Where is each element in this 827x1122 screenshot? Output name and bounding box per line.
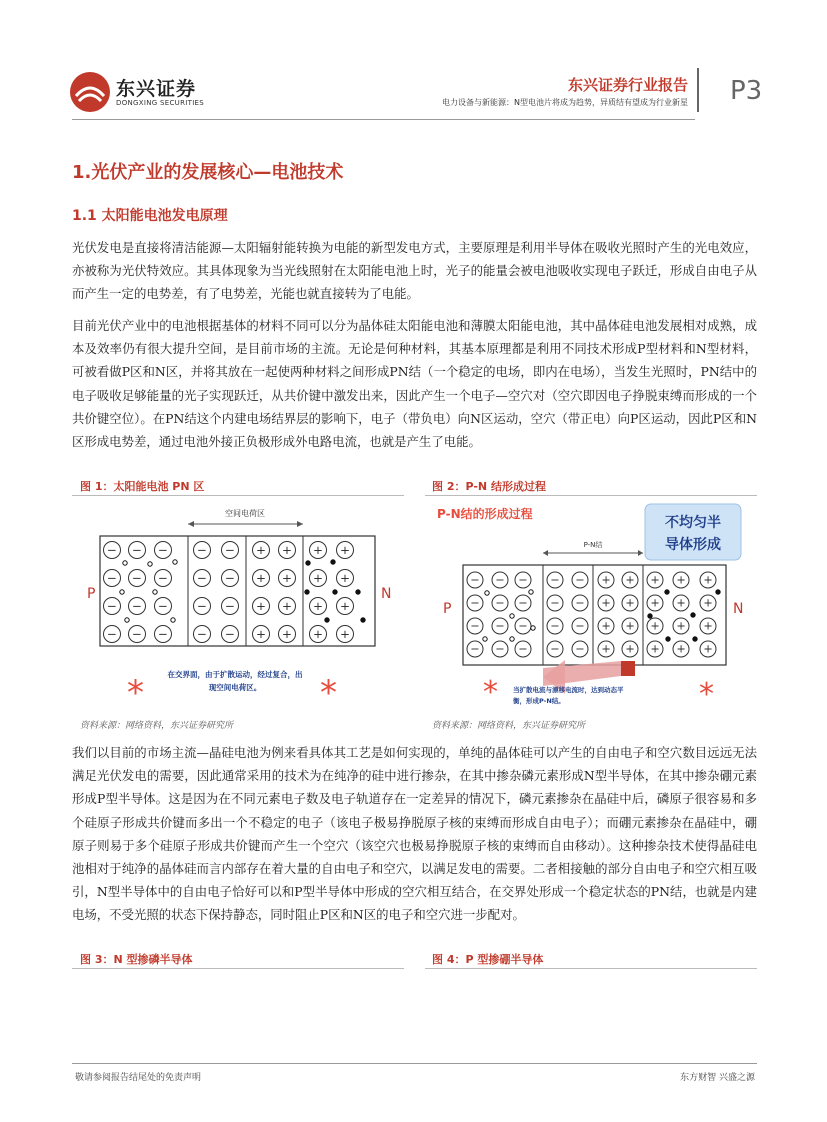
ion-sign: + (601, 573, 611, 587)
hole-icon (148, 562, 152, 566)
ion-sign: + (256, 542, 266, 557)
ion-sign: + (313, 626, 323, 641)
hole-icon (123, 561, 127, 565)
ion-sign: + (601, 642, 611, 656)
ion-sign: − (197, 626, 207, 641)
ion-sign: + (650, 642, 660, 656)
ion-sign: + (313, 542, 323, 557)
ion-sign: + (650, 596, 660, 610)
figure-2-caption: 图 2：P-N 结形成过程 (432, 480, 546, 493)
ion-sign: + (703, 573, 713, 587)
section-heading: 1.光伏产业的发展核心—电池技术 (72, 162, 344, 183)
electron-icon (665, 590, 669, 594)
label-p: P (443, 601, 452, 617)
company-logo (68, 70, 228, 120)
ion-sign: − (575, 596, 585, 610)
electron-icon (305, 590, 309, 594)
ion-sign: − (197, 542, 207, 557)
ion-sign: − (225, 542, 235, 557)
electron-icon (648, 614, 652, 618)
ion-sign: − (107, 570, 117, 585)
figure-1-source: 资料来源：网络资料，东兴证券研究所 (80, 721, 234, 731)
report-subtitle: 电力设备与新能源：N型电池片将成为趋势，异质结有望成为行业新星 (442, 98, 688, 107)
ion-sign: + (340, 570, 350, 585)
ion-sign: − (550, 596, 560, 610)
ion-sign: + (676, 642, 686, 656)
figure-2-source: 资料来源：网络资料，东兴证券研究所 (432, 721, 586, 731)
ion-sign: − (495, 596, 505, 610)
ion-sign: + (601, 596, 611, 610)
brand-name-en: DONGXING SECURITIES (116, 99, 205, 107)
figure-2-diagram (425, 500, 757, 710)
label-n: N (733, 601, 744, 617)
electron-icon (325, 618, 329, 622)
ion-sign: − (158, 542, 168, 557)
ion-sign: + (256, 626, 266, 641)
ion-sign: − (518, 642, 528, 656)
electron-icon (333, 590, 337, 594)
footer-slogan: 东方财智 兴盛之源 (680, 1073, 755, 1083)
ion-sign: − (132, 542, 142, 557)
asterisk-left-icon: * (127, 673, 144, 710)
ion-sign: − (132, 598, 142, 613)
ion-sign: + (676, 596, 686, 610)
electron-icon (691, 613, 695, 617)
figure-4-caption: 图 4：P 型掺硼半导体 (432, 953, 544, 966)
paragraph-2: 目前光伏产业中的电池根据基体的材料不同可以分为晶体硅太阳能电池和薄膜太阳能电池，其中晶体硅电池发展相对成熟，成本及效率仍有很大提升空间，是目前市场的主流。无论是何种材料，其基本原理都是利用不同技术形成P型材料和N型材料，可被看做P区和N区，并将其放在一起使两种材料之间形成PN结（一个稳定的电场，即内在电场），当发生光照时，PN结中的电子吸收足够能量的光子实现跃迁，从共价键中激发出来，因此产生一个电子—空穴对（空穴即因电子挣脱束缚而形成的一个共价键空位）。在PN结这个内建电场结界层的影响下，电子（带负电）向N区运动，空穴（带正电）向P区运动，因此P区和N区形成电势差，通过电池外接正负极形成外电路电流，也就是产生了电能。 (72, 318, 757, 450)
ion-sign: + (703, 596, 713, 610)
ion-sign: + (313, 598, 323, 613)
header-rule (72, 119, 695, 120)
ion-sign: − (107, 626, 117, 641)
ion-sign: − (470, 573, 480, 587)
ion-sign: + (650, 573, 660, 587)
report-title: 东兴证券行业报告 (567, 76, 688, 94)
ion-sign: − (225, 598, 235, 613)
ion-sign: − (158, 626, 168, 641)
ion-sign: + (703, 642, 713, 656)
ion-sign: − (495, 573, 505, 587)
ion-sign: − (575, 642, 585, 656)
drift-block-icon (621, 661, 635, 676)
ion-sign: − (495, 642, 505, 656)
ion-sign: − (158, 598, 168, 613)
ion-sign: + (676, 619, 686, 633)
ion-sign: − (518, 573, 528, 587)
bubble-line1: 不均匀半 (665, 515, 721, 531)
fig2-note-line1: 当扩散电流与漂移电流时，达到动态平 (513, 686, 624, 694)
ion-sign: − (132, 570, 142, 585)
fig2-note-line2: 衡，形成P-N结。 (513, 697, 565, 705)
electron-icon (361, 618, 365, 622)
ion-sign: + (340, 626, 350, 641)
footer-disclaimer: 敬请参阅报告结尾处的免责声明 (75, 1073, 202, 1083)
page-number: P3 (730, 76, 763, 106)
figure-1-rule (72, 495, 404, 496)
arrow-left-icon (543, 550, 548, 556)
ion-sign: − (550, 642, 560, 656)
ion-sign: − (470, 642, 480, 656)
ion-sign: − (197, 598, 207, 613)
ion-sign: − (518, 596, 528, 610)
ion-sign: − (518, 619, 528, 633)
electron-icon (716, 590, 720, 594)
ion-sign: + (282, 542, 292, 557)
hole-icon (529, 590, 533, 594)
ion-sign: + (625, 596, 635, 610)
ion-sign: + (676, 573, 686, 587)
figure-4-rule (425, 968, 757, 969)
ion-sign: + (625, 619, 635, 633)
electron-icon (693, 637, 697, 641)
footer-rule (72, 1063, 757, 1064)
electron-icon (666, 637, 670, 641)
ion-sign: + (282, 598, 292, 613)
label-space-charge: 空间电荷区 (225, 509, 265, 518)
figure-2-rule (425, 495, 757, 496)
label-p: P (87, 586, 96, 602)
label-n: N (381, 586, 392, 602)
ion-sign: − (107, 598, 117, 613)
paragraph-1: 光伏发电是直接将清洁能源—太阳辐射能转换为电能的新型发电方式，主要原理是利用半导体在吸收光照时产生的光电效应，亦被称为光伏特效应。其具体现象为当光线照射在太阳能电池上时，光子的能量会被电池吸收实现电子跃迁，形成自由电子从而产生一定的电势差，有了电势差，光能也就直接转为了电能。 (72, 240, 757, 302)
hole-icon (125, 618, 129, 622)
ion-sign: + (313, 570, 323, 585)
hole-icon (485, 591, 489, 595)
hole-icon (153, 590, 157, 594)
asterisk-left-icon: * (483, 675, 498, 710)
hole-icon (483, 637, 487, 641)
figure-1-caption: 图 1：太阳能电池 PN 区 (80, 480, 205, 493)
bubble-line2: 导体形成 (665, 537, 721, 553)
electron-icon (331, 560, 335, 564)
ion-sign: + (340, 542, 350, 557)
ion-sign: + (703, 619, 713, 633)
logo-mark-icon (68, 70, 112, 114)
ion-sign: + (282, 626, 292, 641)
arrow-right-icon (638, 550, 643, 556)
paragraph-3: 我们以目前的市场主流—晶硅电池为例来看具体其工艺是如何实现的，单纯的晶体硅可以产生的自由电子和空穴数目远远无法满足光伏发电的需要，因此通常采用的技术为在纯净的硅中进行掺杂，在其中掺杂磷元素形成N型半导体，在其中掺杂硼元素形成P型半导体。这是因为在不同元素电子数及电子轨道存在一定差异的情况下，磷元素掺杂在晶硅中后，磷原子很容易和多个硅原子形成共价键而多出一个不稳定的电子（该电子极易挣脱原子核的束缚而形成自由电子）；而硼元素掺杂在晶硅中，硼原子则易于多个硅原子形成共价键而产生一个空穴（该空穴也极易挣脱原子核的束缚而自由移动）。这种掺杂技术使得晶硅电池相对于纯净的晶体硅而言内部存在着大量的自由电子和空穴，以满足发电的需要。二者相接触的部分自由电子和空穴相互吸引，N型半导体中的自由电子恰好可以和P型半导体中形成的空穴相互结合，在交界处形成一个稳定状态的PN结，也就是内建电场，不受光照的状态下保持静态，同时阻止P区和N区的电子和空穴进一步配对。 (72, 745, 757, 923)
electron-icon (356, 590, 360, 594)
ion-sign: − (225, 626, 235, 641)
header-divider (697, 68, 699, 112)
asterisk-right-icon: * (699, 677, 714, 710)
fig1-note-line2: 现空间电荷区。 (208, 683, 262, 692)
ion-sign: − (575, 573, 585, 587)
ion-sign: + (340, 598, 350, 613)
hole-icon (510, 614, 514, 618)
ion-sign: − (225, 570, 235, 585)
figure-3-caption: 图 3：N 型掺磷半导体 (80, 953, 193, 966)
hole-icon (531, 626, 535, 630)
electron-icon (306, 561, 310, 565)
hole-icon (510, 637, 514, 641)
ion-sign: − (107, 542, 117, 557)
ion-sign: − (197, 570, 207, 585)
ion-sign: + (625, 642, 635, 656)
subsection-heading: 1.1 太阳能电池发电原理 (72, 208, 228, 224)
hole-icon (171, 618, 175, 622)
ion-sign: − (575, 619, 585, 633)
ion-sign: − (470, 596, 480, 610)
ion-sign: − (470, 619, 480, 633)
ion-sign: − (132, 626, 142, 641)
hole-icon (173, 560, 177, 564)
asterisk-right-icon: * (320, 673, 337, 710)
ion-sign: + (650, 619, 660, 633)
arrow-left-icon (188, 521, 194, 527)
ion-sign: + (601, 619, 611, 633)
hole-icon (120, 590, 124, 594)
figure-1-diagram (75, 500, 400, 710)
ion-sign: − (158, 570, 168, 585)
ion-sign: + (625, 573, 635, 587)
ion-sign: + (256, 570, 266, 585)
ion-sign: + (256, 598, 266, 613)
arrow-right-icon (297, 521, 303, 527)
fig2-title: P-N结的形成过程 (437, 507, 533, 521)
figure-3-rule (72, 968, 404, 969)
fig1-note-line1: 在交界面，由于扩散运动，经过复合，出 (167, 670, 303, 679)
ion-sign: + (282, 570, 292, 585)
ion-sign: − (495, 619, 505, 633)
ion-sign: − (550, 619, 560, 633)
label-pn: P-N结 (583, 541, 603, 549)
ion-sign: − (550, 573, 560, 587)
brand-name-cn: 东兴证券 (116, 78, 197, 100)
